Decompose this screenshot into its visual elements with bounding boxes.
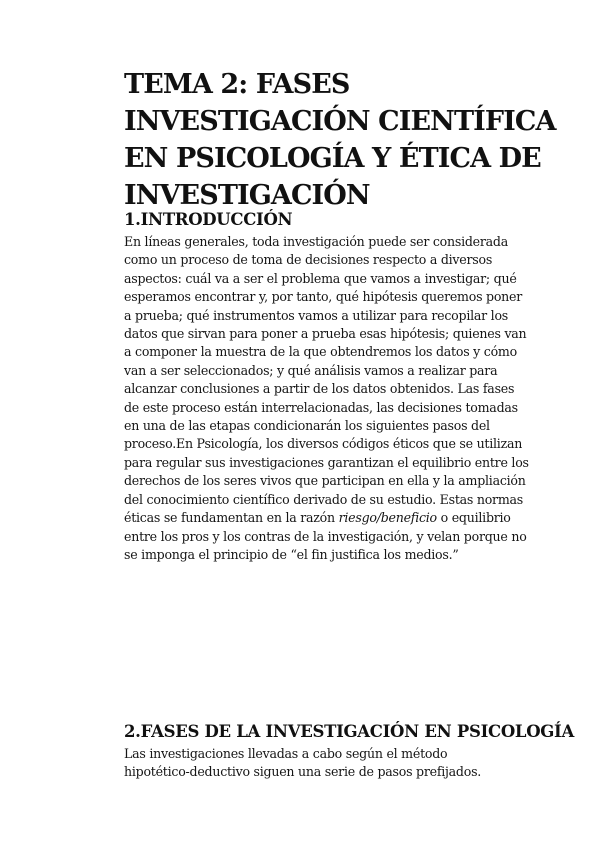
- paragraph-line: proceso.En Psicología, los diversos códigos éticos que se utilizan: [124, 436, 523, 452]
- fases-paragraph: [124, 745, 524, 782]
- title-line: TEMA 2: FASES: [124, 69, 350, 100]
- document-title: [124, 66, 556, 214]
- paragraph-line: en una de las etapas condicionarán los siguientes pasos del: [124, 418, 490, 434]
- paragraph-line-with-emphasis: [124, 509, 524, 527]
- paragraph-line: hipotético-deductivo siguen una serie de pasos prefijados.: [124, 764, 482, 780]
- paragraph-line: de este proceso están interrelacionadas, las decisiones tomadas: [124, 399, 518, 415]
- paragraph-line: entre los pros y los contras de la investigación, y velan porque no: [124, 528, 527, 544]
- paragraph-line: esperamos encontrar y, por tanto, qué hipótesis queremos poner: [124, 289, 523, 305]
- emphasis-riesgo-beneficio: riesgo/beneficio: [338, 510, 437, 526]
- title-line: INVESTIGACIÓN CIENTÍFICA: [124, 106, 556, 137]
- line-text-pre: éticas se fundamentan en la razón: [124, 510, 339, 526]
- paragraph-line: datos que sirvan para poner a prueba esas hipótesis; quienes van: [124, 326, 527, 342]
- line-text-post: o equilibrio: [436, 510, 511, 526]
- paragraph-line: van a ser seleccionados; y qué análisis vamos a realizar para: [124, 362, 498, 378]
- title-line: EN PSICOLOGÍA Y ÉTICA DE: [124, 143, 541, 174]
- paragraph-line: alcanzar conclusiones a partir de los datos obtenidos. Las fases: [124, 381, 515, 397]
- paragraph-line: aspectos: cuál va a ser el problema que vamos a investigar; qué: [124, 270, 517, 286]
- paragraph-line: para regular sus investigaciones garantizan el equilibrio entre los: [124, 454, 529, 470]
- paragraph-line: como un proceso de toma de decisiones respecto a diversos: [124, 252, 493, 268]
- paragraph-line: del conocimiento científico derivado de su estudio. Estas normas: [124, 491, 523, 507]
- paragraph-line: a componer la muestra de la que obtendremos los datos y cómo: [124, 344, 517, 360]
- paragraph-line: se imponga el principio de “el fin justifica los medios.”: [124, 546, 459, 562]
- section-heading-introduccion: 1.INTRODUCCIÓN: [124, 210, 293, 229]
- paragraph-line: a prueba; qué instrumentos vamos a utilizar para recopilar los: [124, 307, 508, 323]
- section-heading-fases: 2.FASES DE LA INVESTIGACIÓN EN PSICOLOGÍA: [124, 722, 574, 741]
- title-line: INVESTIGACIÓN: [124, 180, 370, 211]
- introduccion-paragraph: [124, 233, 529, 564]
- paragraph-line: Las investigaciones llevadas a cabo según el método: [124, 746, 448, 761]
- paragraph-line: En líneas generales, toda investigación puede ser considerada: [124, 234, 508, 249]
- paragraph-line: derechos de los seres vivos que participan en ella y la ampliación: [124, 473, 526, 489]
